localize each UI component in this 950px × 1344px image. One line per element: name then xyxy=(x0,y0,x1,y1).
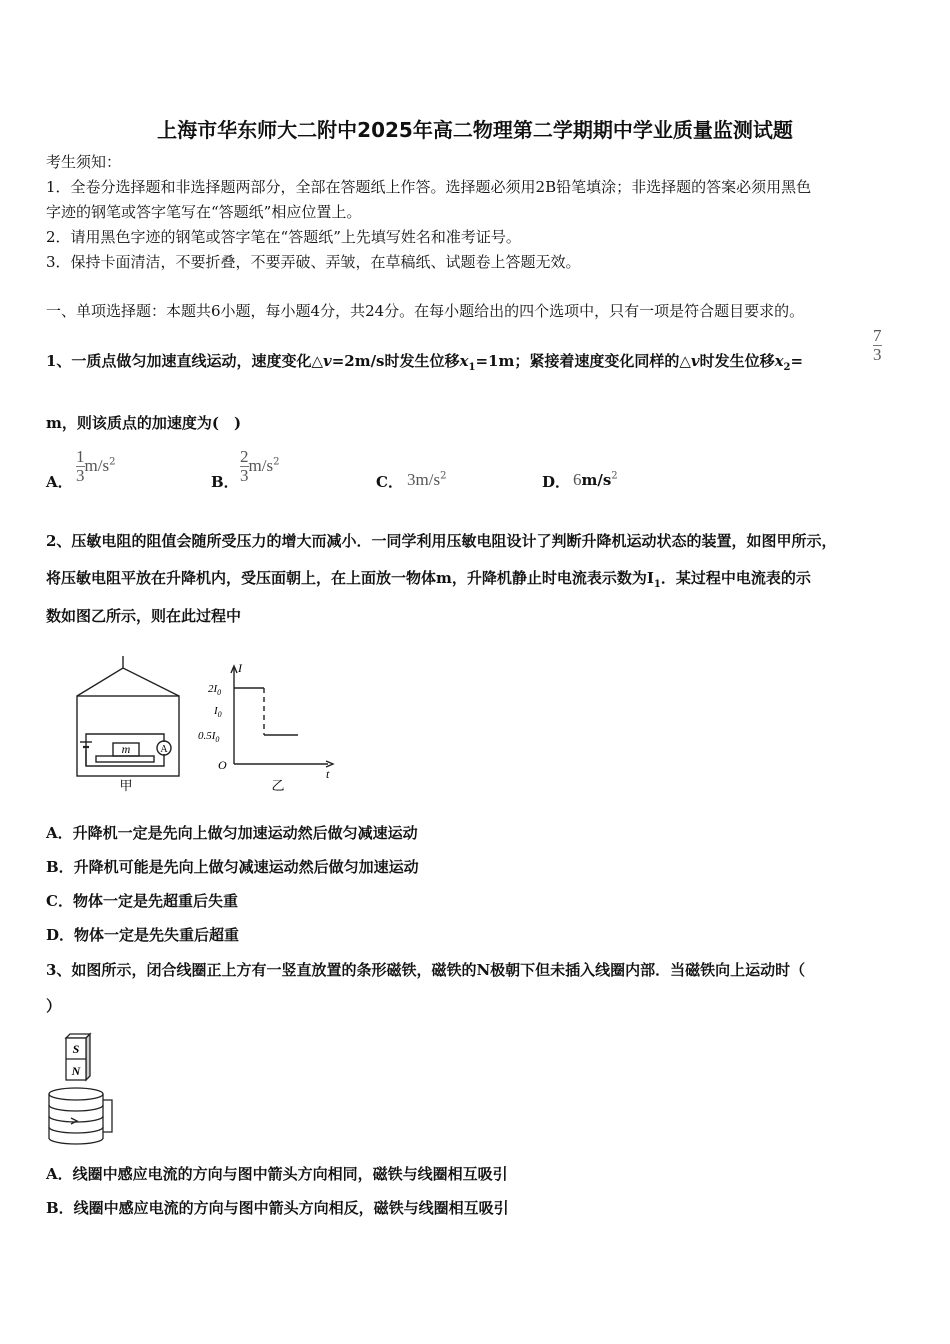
q2-stem-line-2: 将压敏电阻平放在升降机内，受压面朝上，在上面放一物体m，升降机静止时电流表示数为$I_1$．某过程中电流表的示 xyxy=(46,569,811,590)
axis-t-label: t xyxy=(326,767,330,781)
q2-option-d[interactable]: D．物体一定是先失重后超重 xyxy=(46,926,240,944)
tick-i0: $I_0$ xyxy=(214,705,222,719)
q2-option-b[interactable]: B．升降机可能是先向上做匀减速运动然后做匀加速运动 xyxy=(46,858,419,876)
page-title: 上海市华东师大二附中2025年高二物理第二学期期中学业质量监测试题 xyxy=(157,118,793,142)
q1-option-c-label: C． xyxy=(376,473,403,491)
elevator-diagram xyxy=(77,656,179,776)
q2-stem-line-3: 数如图乙所示，则在此过程中 xyxy=(46,607,242,625)
figure-jia-label: 甲 xyxy=(119,778,133,793)
q1-option-d-label: D． xyxy=(542,473,571,491)
q2-option-c[interactable]: C．物体一定是先超重后失重 xyxy=(46,892,238,910)
q3-stem-line-2: ） xyxy=(46,997,62,1015)
q3-option-b[interactable]: B．线圈中感应电流的方向与图中箭头方向相反，磁铁与线圈相互吸引 xyxy=(46,1199,509,1217)
q1-fraction-7-3: $\frac{7}{3}$ xyxy=(873,326,882,364)
mass-label: m xyxy=(121,742,131,756)
coil-winding-3 xyxy=(49,1127,103,1133)
notice-line-3: 3．保持卡面清洁，不要折叠，不要弄破、弄皱，在草稿纸、试题卷上答题无效。 xyxy=(46,253,581,271)
figure-yi-label: 乙 xyxy=(271,778,285,793)
tick-05i0: $0.5I_0$ xyxy=(198,730,220,744)
pressure-resistor xyxy=(96,756,154,762)
current-direction-arrow xyxy=(71,1118,77,1124)
q2-option-a[interactable]: A．升降机一定是先向上做匀加速运动然后做匀减速运动 xyxy=(46,824,418,842)
q1-option-b[interactable]: $\frac{2}{3}$ $m/s^2$ xyxy=(240,447,280,485)
q1-option-a-label: A． xyxy=(46,473,73,491)
coil-bottom-ring xyxy=(49,1138,103,1144)
coil-winding-1 xyxy=(49,1105,103,1111)
q1-stem-line-1: 1、一质点做匀加速直线运动，速度变化△v=2m/s时发生位移$x_1=1m$；紧接着速度变化同样的△v时发生位移$x_2=$ xyxy=(46,352,804,373)
coil-closing-wire xyxy=(103,1100,112,1132)
magnet-n-pole: N xyxy=(71,1064,81,1078)
q1-option-a[interactable]: $\frac{1}{3}$ $m/s^2$ xyxy=(76,447,116,485)
section-1-heading: 一、单项选择题：本题共6小题，每小题4分，共24分。在每小题给出的四个选项中，只有一项是符合题目要求的。 xyxy=(46,302,805,320)
axis-i-label: I xyxy=(238,661,242,675)
q1-option-b-label: B． xyxy=(211,473,239,491)
tick-2i0: $2I_0$ xyxy=(208,683,222,697)
q2-figure xyxy=(46,638,346,800)
q1-option-d[interactable]: $6m/s^2$ xyxy=(573,470,618,489)
q1-option-c[interactable]: $3m/s^2$ xyxy=(407,470,447,489)
q3-stem-line-1: 3、如图所示，闭合线圈正上方有一竖直放置的条形磁铁，磁铁的N极朝下但未插入线圈内部．当磁铁向上运动时（ xyxy=(46,961,806,979)
notice-heading: 考生须知： xyxy=(46,153,122,171)
q2-stem-line-1: 2、压敏电阻的阻值会随所受压力的增大而减小．一同学利用压敏电阻设计了判断升降机运动状态的装置，如图甲所示， xyxy=(46,532,837,550)
notice-line-1a: 1．全卷分选择题和非选择题两部分，全部在答题纸上作答。选择题必须用2B铅笔填涂；非选择题的答案必须用黑色 xyxy=(46,178,812,196)
coil xyxy=(49,1088,112,1144)
notice-line-1b: 字迹的钢笔或答字笔写在“答题纸”相应位置上。 xyxy=(46,203,362,221)
coil-top-ring xyxy=(49,1088,103,1100)
magnet-s-pole: S xyxy=(72,1042,80,1056)
q3-option-a[interactable]: A．线圈中感应电流的方向与图中箭头方向相同，磁铁与线圈相互吸引 xyxy=(46,1165,508,1183)
notice-line-2: 2．请用黑色字迹的钢笔或答字笔在“答题纸”上先填写姓名和准考证号。 xyxy=(46,228,521,246)
elevator-roof xyxy=(77,668,179,696)
q1-stem-line-2: m，则该质点的加速度为( ) xyxy=(46,414,242,432)
current-time-graph xyxy=(231,666,333,767)
ammeter-label: A xyxy=(160,744,168,755)
q3-figure xyxy=(44,1030,124,1148)
origin-label: O xyxy=(218,758,227,772)
